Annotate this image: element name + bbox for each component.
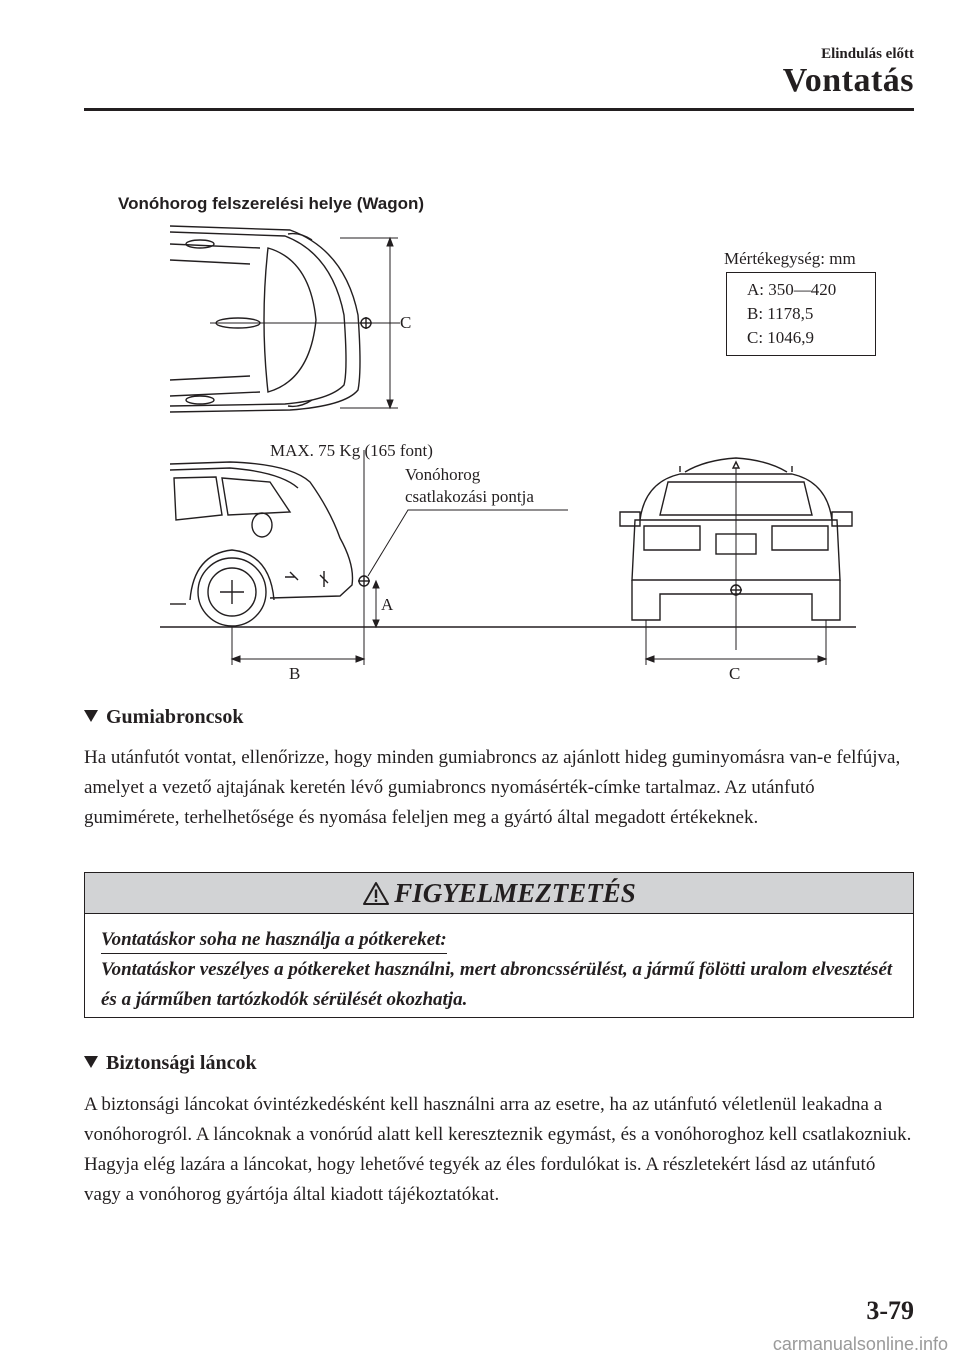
tires-heading (84, 706, 243, 729)
warning-body (101, 925, 897, 1015)
warning-line1: Vontatáskor soha ne használja a pótkereket: (101, 927, 447, 954)
dim-label-c-rear: C (729, 664, 741, 683)
warning-title: FIGYELMEZTETÉS (394, 878, 636, 908)
rear-hitch-marker (730, 468, 742, 650)
spec-c: C: 1046,9 (747, 328, 815, 347)
dimension-b (232, 626, 364, 665)
triangle-bullet-icon (84, 1056, 98, 1068)
dim-label-c-top: C (400, 313, 412, 332)
warning-line2: Vontatáskor veszélyes a pótkereket használni, mert abroncssérülést, a jármű fölötti uralom elvesztését és a járműben tartózkodók sérülését okozhatja. (101, 959, 893, 1010)
chains-heading (84, 1052, 257, 1075)
triangle-bullet-icon (84, 710, 98, 722)
chains-paragraph: A biztonsági láncokat óvintézkedésként kell használni arra az esetre, ha az utánfutó véletlenül leakadna a vonóhorogról. A láncoknak a vonórúd alatt kell kereszteznik egymást, és a vonóhoroghoz kell csatlakozniuk. Hagyja elég lazára a láncokat, hogy lehetővé tegyék az éles fordulókat is. A részletekért lásd az utánfutó vagy a vonóhorog gyártója által kiadott tájékoztatókat. (84, 1094, 912, 1205)
top-hitch-marker (210, 317, 400, 329)
hitch-label-line2: csatlakozási pontja (405, 487, 534, 506)
spec-b: B: 1178,5 (747, 304, 814, 323)
page-title: Vontatás (782, 62, 914, 99)
spec-a: A: 350—420 (747, 280, 837, 299)
warning-icon (362, 881, 390, 906)
tires-heading-text: Gumiabroncsok (106, 706, 244, 728)
page-number: 3-79 (866, 1296, 914, 1325)
figure-caption: Vonóhorog felszerelési helye (Wagon) (118, 194, 425, 213)
section-title: Elindulás előtt (821, 46, 914, 62)
header-rule (84, 108, 914, 111)
warning-box (84, 872, 914, 1018)
dimension-a (373, 581, 379, 627)
warning-header (85, 873, 913, 914)
dim-label-b: B (289, 664, 301, 683)
side-view-illustration (170, 462, 353, 626)
spec-box (726, 272, 876, 356)
unit-label: Mértékegység: mm (724, 249, 856, 268)
tires-paragraph: Ha utánfutót vontat, ellenőrizze, hogy minden gumiabroncs az ajánlott hideg guminyomásra van-e felfújva, amelyet a vezető ajtajának keretén lévő gumiabroncs nyomásérték-címke tartalmaz. Az utánfutó gumimérete, terhelhetősége és nyomása feleljen meg a gyártó által megadott értékeknek. (84, 747, 901, 828)
watermark: carmanualsonline.info (772, 1334, 948, 1354)
dim-label-a: A (381, 595, 394, 614)
max-load-label: MAX. 75 Kg (165 font) (270, 441, 433, 460)
top-view-illustration (170, 226, 360, 412)
chains-heading-text: Biztonsági láncok (106, 1052, 257, 1074)
hitch-label-line1: Vonóhorog (405, 465, 481, 484)
